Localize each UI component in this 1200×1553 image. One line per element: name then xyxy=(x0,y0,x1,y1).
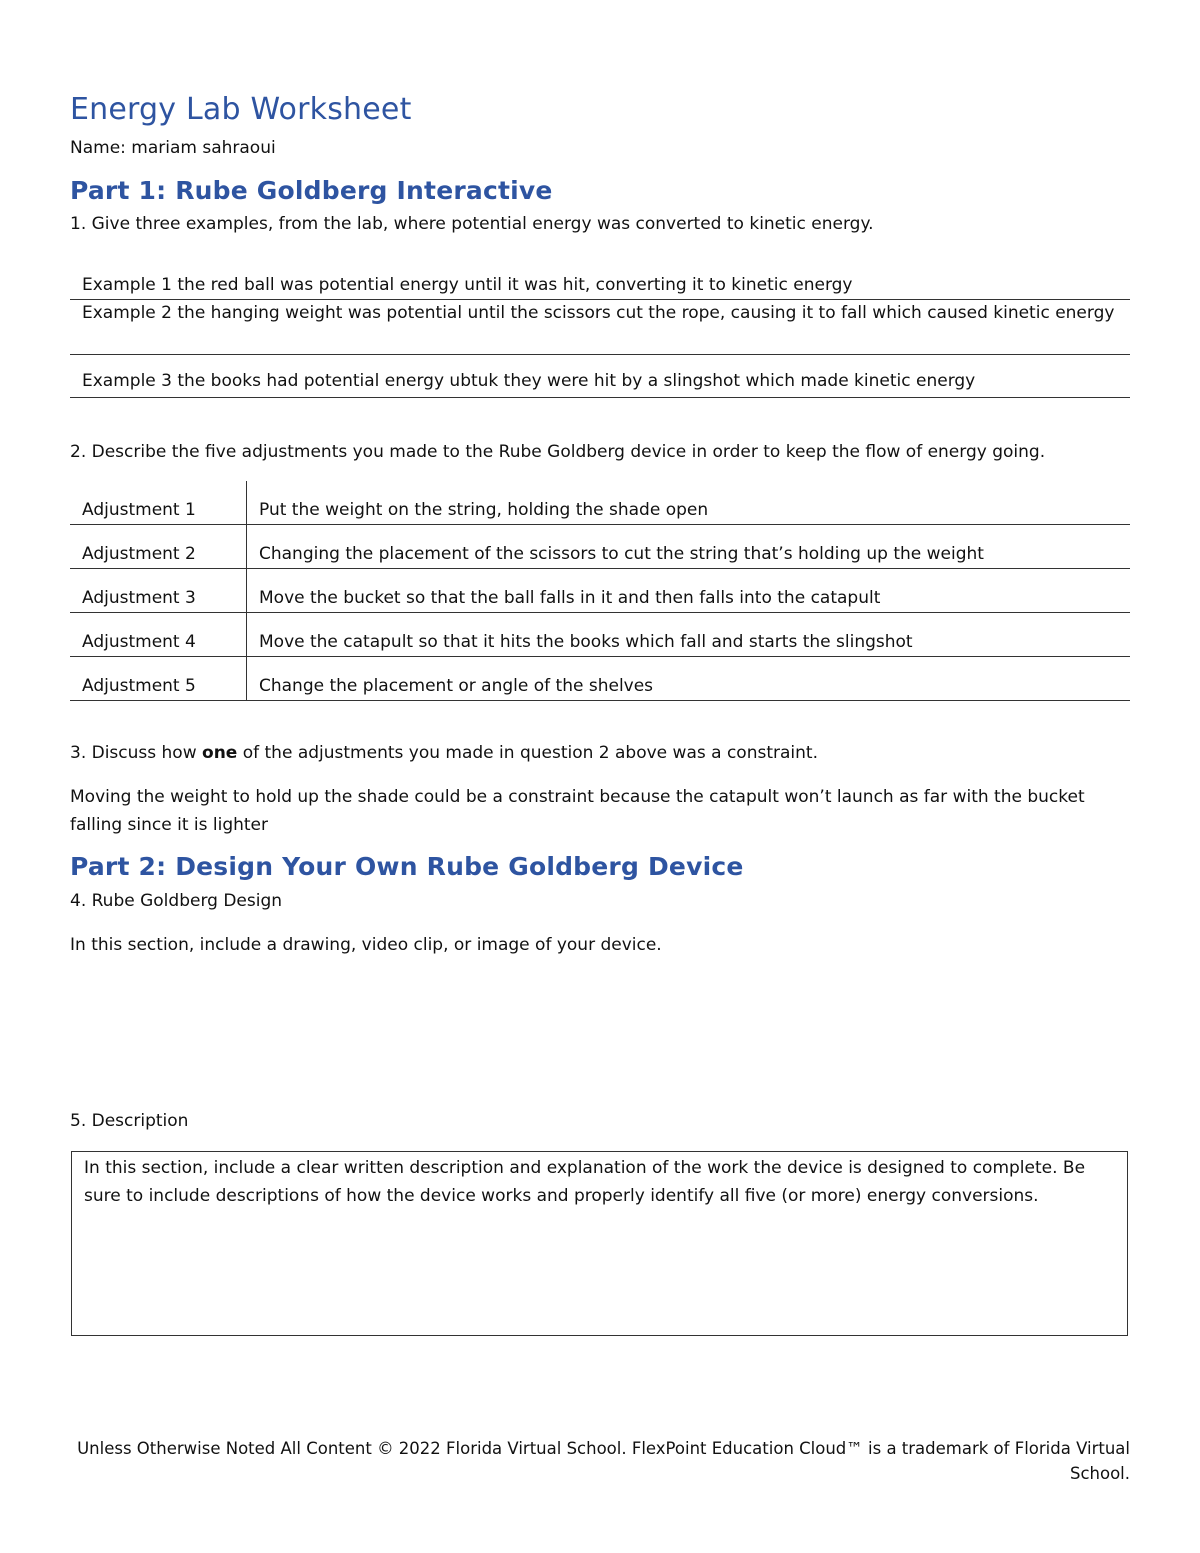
question-2: 2. Describe the five adjustments you made to the Rube Goldberg device in order to keep the flow of energy going. xyxy=(70,442,1046,462)
table-row xyxy=(70,525,1130,569)
question-3-suffix: of the adjustments you made in question 2 above was a constraint. xyxy=(237,743,818,763)
adjustment-label: Adjustment 3 xyxy=(70,569,247,613)
question-4: 4. Rube Goldberg Design xyxy=(70,891,283,911)
adjustment-text: Changing the placement of the scissors to cut the string that’s holding up the weight xyxy=(247,525,1131,569)
footer-copyright: Unless Otherwise Noted All Content © 2022 Florida Virtual School. FlexPoint Education Cloud™ is a trademark of Florida Virtual School. xyxy=(77,1439,1130,1483)
question-4-instruction: In this section, include a drawing, video clip, or image of your device. xyxy=(70,935,662,955)
question-5: 5. Description xyxy=(70,1111,189,1131)
adjustment-label: Adjustment 5 xyxy=(70,657,247,701)
adjustment-label: Adjustment 2 xyxy=(70,525,247,569)
table-row xyxy=(70,481,1130,525)
adjustment-text: Put the weight on the string, holding the shade open xyxy=(247,481,1131,525)
question-3-emphasis: one xyxy=(202,743,238,763)
example-3-cell xyxy=(70,355,1130,398)
question-3-answer: Moving the weight to hold up the shade could be a constraint because the catapult won’t launch as far with the bucket falling since it is lighter xyxy=(70,787,1085,835)
question-1: 1. Give three examples, from the lab, where potential energy was converted to kinetic energy. xyxy=(70,214,874,234)
adjustment-label: Adjustment 4 xyxy=(70,613,247,657)
table-row xyxy=(70,272,1130,300)
adjustment-label: Adjustment 1 xyxy=(70,481,247,525)
example-3: Example 3 the books had potential energy ubtuk they were hit by a slingshot which made kinetic energy xyxy=(82,371,976,391)
adjustment-text: Move the bucket so that the ball falls in it and then falls into the catapult xyxy=(247,569,1131,613)
question-3 xyxy=(70,739,1130,767)
adjustment-text: Change the placement or angle of the shelves xyxy=(247,657,1131,701)
description-box[interactable]: In this section, include a clear written description and explanation of the work the device is designed to complete. Be sure to include descriptions of how the device works and properly identify all five (or more) energy conversions. xyxy=(71,1151,1128,1336)
part2-heading: Part 2: Design Your Own Rube Goldberg Device xyxy=(70,852,744,881)
page-title: Energy Lab Worksheet xyxy=(70,92,412,127)
table-row xyxy=(70,355,1130,398)
student-name: Name: mariam sahraoui xyxy=(70,138,276,158)
table-row xyxy=(70,569,1130,613)
adjustments-table xyxy=(70,481,1130,701)
part1-heading: Part 1: Rube Goldberg Interactive xyxy=(70,176,553,205)
question-3-prefix: 3. Discuss how xyxy=(70,743,203,763)
adjustment-text: Move the catapult so that it hits the books which fall and starts the slingshot xyxy=(247,613,1131,657)
table-row xyxy=(70,300,1130,355)
example-2: Example 2 the hanging weight was potential until the scissors cut the rope, causing it to fall which caused kinetic energy xyxy=(70,300,1130,355)
example-1: Example 1 the red ball was potential energy until it was hit, converting it to kinetic energy xyxy=(70,272,1130,300)
table-row xyxy=(70,657,1130,701)
examples-table xyxy=(70,272,1130,398)
table-row xyxy=(70,613,1130,657)
